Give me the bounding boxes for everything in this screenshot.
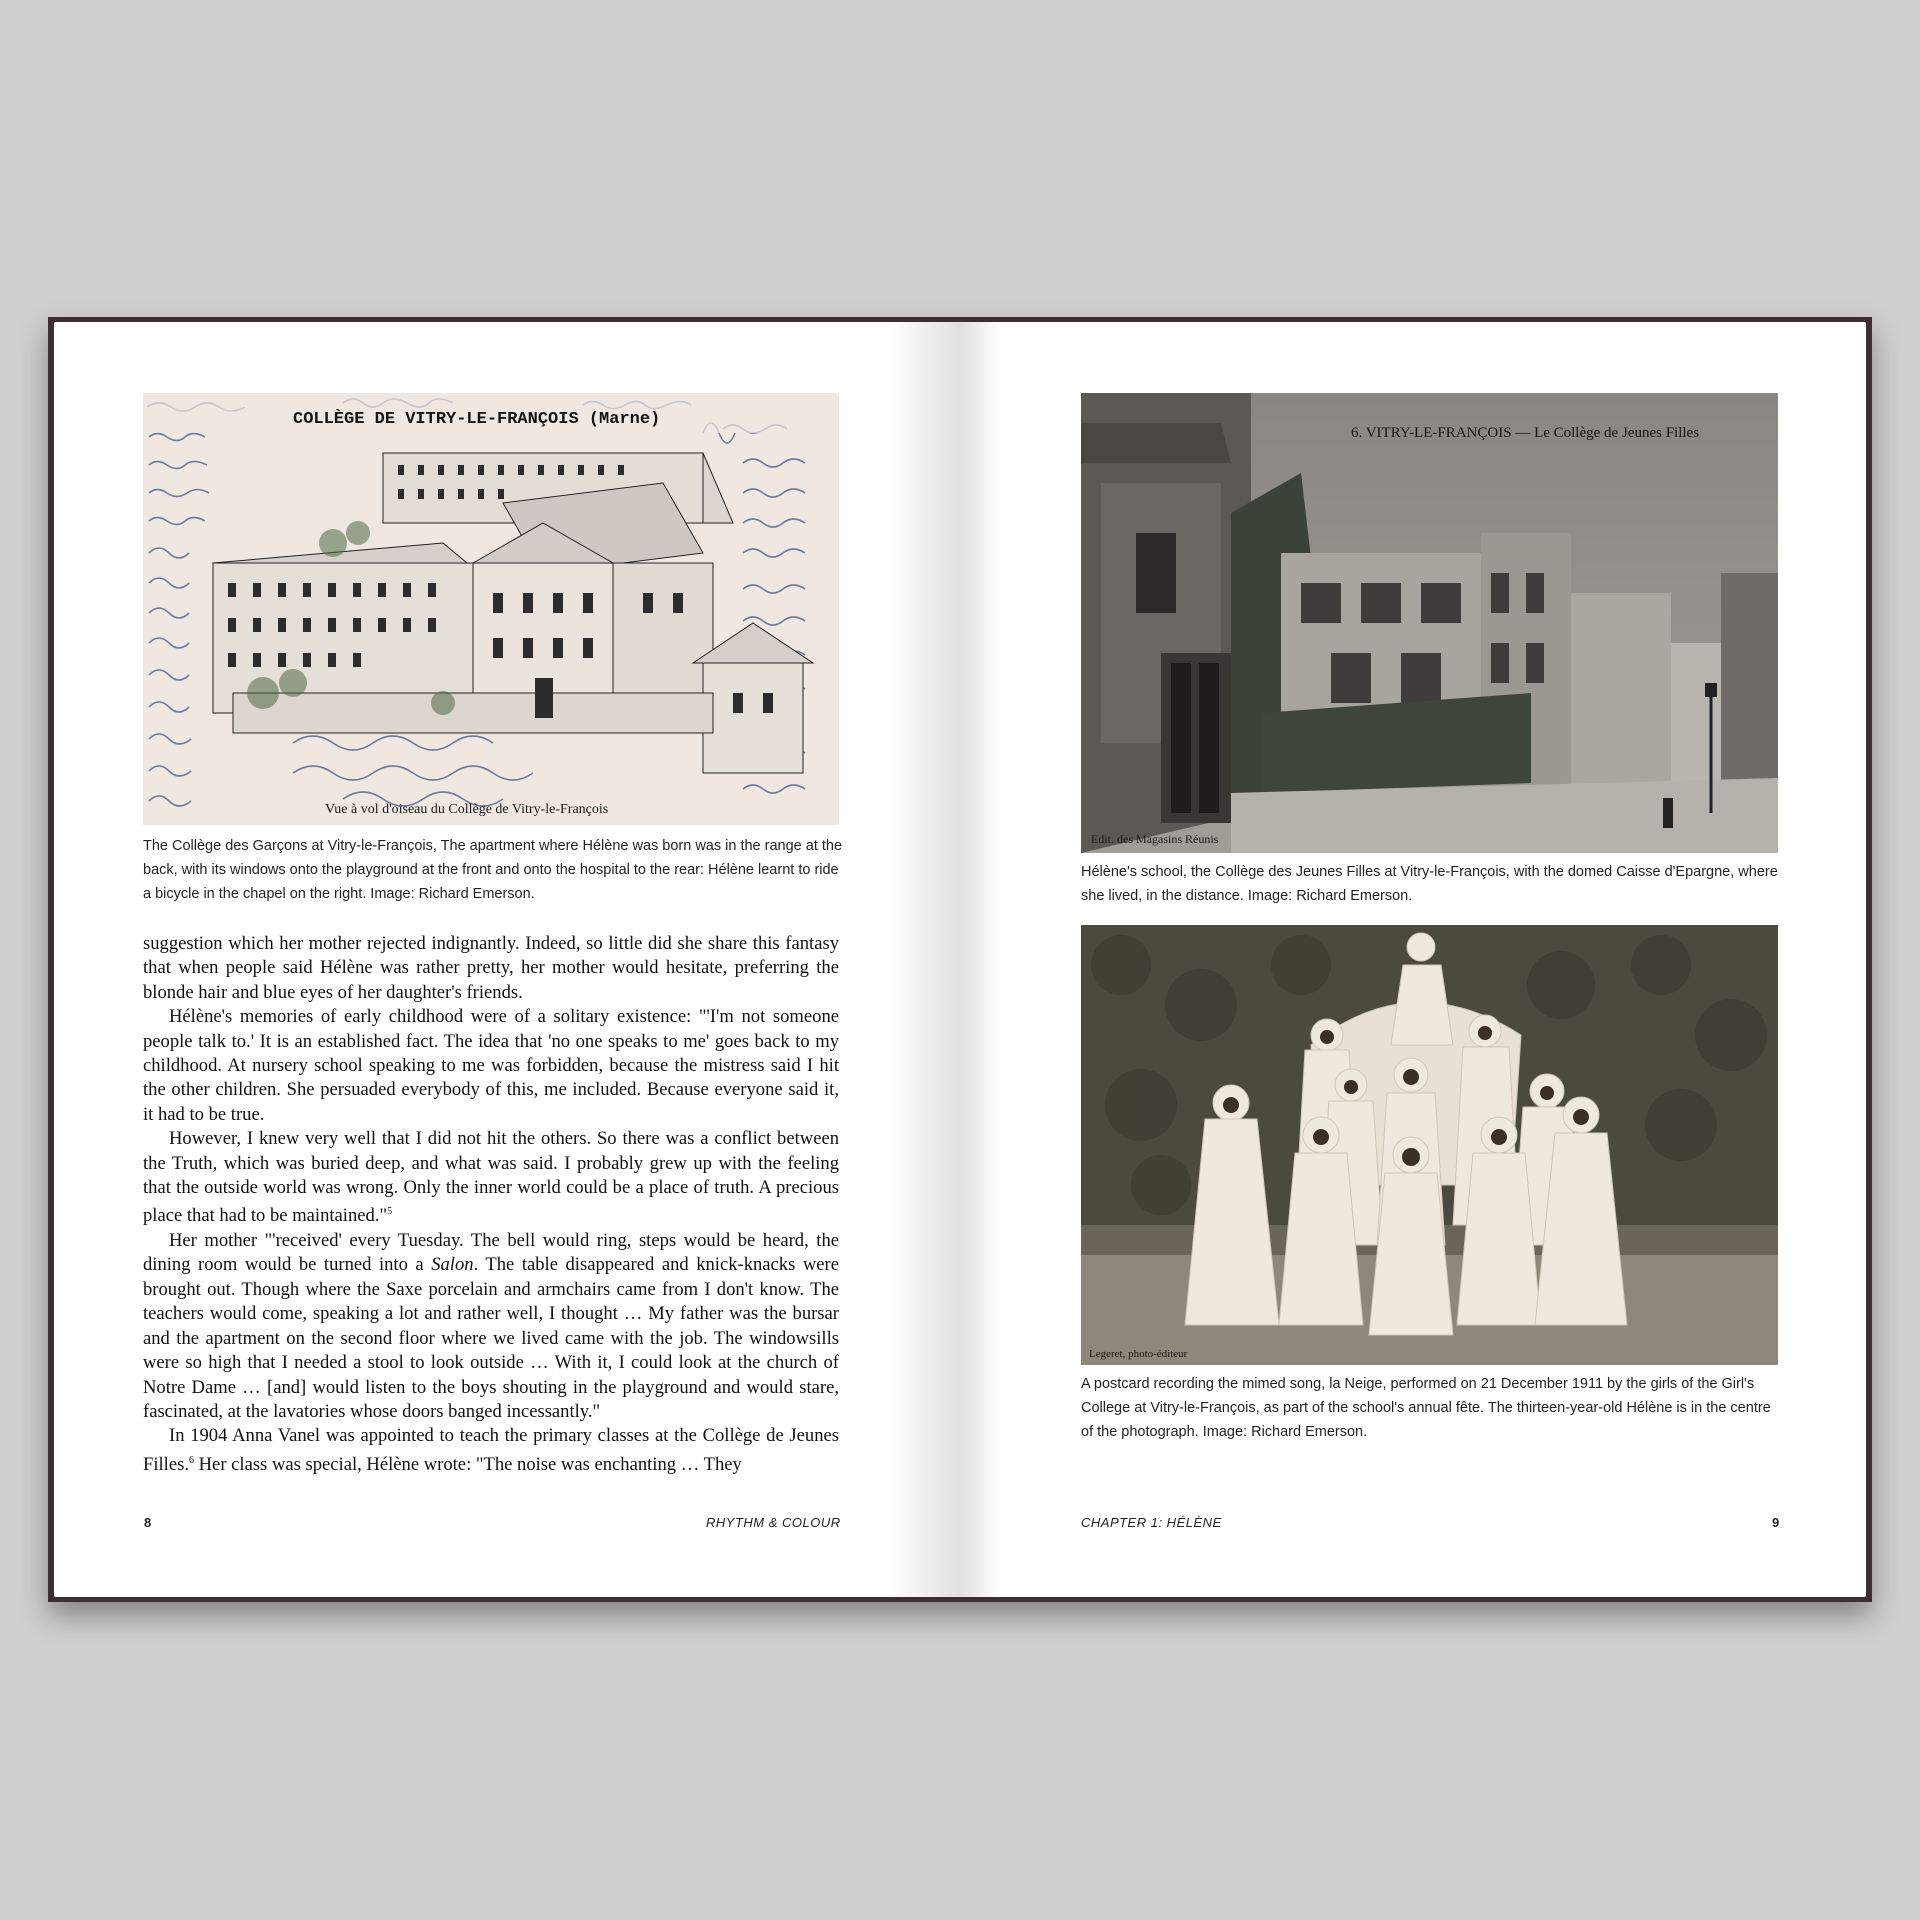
postcard-publisher: Edit. des Magasins Réunis (1091, 832, 1219, 846)
gutter-shadow (960, 322, 1000, 1597)
gutter-shadow (890, 322, 960, 1597)
la-neige-postcard (1081, 925, 1778, 1365)
paragraph: suggestion which her mother rejected indignantly. Indeed, so little did she share this fantasy that when people said Hélène was rather pretty, her mother would hesitate, preferring the blonde hair and blue eyes of her daughter's friends. (143, 933, 839, 1003)
footnote-ref[interactable]: 6 (188, 1454, 194, 1466)
college-des-garcons-postcard (143, 393, 839, 825)
paragraph: In 1904 Anna Vanel was appointed to teach the primary classes at the Collège de Jeunes Filles.$^6$ Her class was special, Hélène wrote: "The noise was enchanting … They (143, 1425, 839, 1475)
postcard-publisher: Legeret, photo-éditeur (1089, 1348, 1188, 1360)
body-text (143, 932, 839, 1477)
figure-caption: The Collège des Garçons at Vitry-le-François, The apartment where Hélène was born was in the range at the back, with its windows onto the playground at the front and onto the hospital to the rear: Hélène learnt to ride a bicycle in the chapel on the right. Image: Richard Emerson. (143, 838, 843, 902)
footnote-ref[interactable]: 5 (387, 1206, 393, 1218)
paragraph: Hélène's memories of early childhood were of a solitary existence: "'I'm not someone people talk to.' It is an established fact. The idea that 'no one speaks to me' goes back to my childhood. At nursery school speaking to me was forbidden, because the mistress said I hit the other children. She persuaded everybody of this, me included. Because everyone said it, it had to be true. (143, 1006, 839, 1125)
postcard-subtitle: Vue à vol d'oiseau du Collège de Vitry-le-François (325, 802, 609, 817)
running-head: CHAPTER 1: HÉLÈNE (1081, 1515, 1222, 1530)
figure-caption: Hélène's school, the Collège des Jeunes Filles at Vitry-le-François, with the domed Caisse d'Epargne, where she lived, in the distance. Image: Richard Emerson. (1081, 864, 1778, 904)
running-head: RHYTHM & COLOUR (706, 1515, 841, 1530)
right-page (960, 322, 1866, 1597)
postcard-title: COLLÈGE DE VITRY-LE-FRANÇOIS (Marne) (293, 410, 661, 429)
postcard-title: 6. VITRY-LE-FRANÇOIS — Le Collège de Jeunes Filles (1351, 425, 1700, 441)
page-number: 9 (1772, 1515, 1780, 1530)
college-des-jeunes-filles-postcard (1081, 393, 1778, 853)
paragraph: Her mother "'received' every Tuesday. The bell would ring, steps would be heard, the dining room would be turned into a Salon. The table disappeared and knick-knacks were brought out. Though where the Saxe porcelain and armchairs came from I don't know. The teachers would come, speaking a lot and rather well, I thought … My father was the bursar and the apartment on the second floor where we lived came with the job. The windowsills were so high that I needed a stool to look outside … With it, I could look at the church of Notre Dame … [and] would listen to the boys shouting in the playground and would stare, fascinated, at the lavatories whose doors banged incessantly." (143, 1230, 839, 1422)
figure-caption: A postcard recording the mimed song, la Neige, performed on 21 December 1911 by the girls of the Girl's College at Vitry-le-François, as part of the school's annual fête. The thirteen-year-old Hélène is in the centre of the photograph. Image: Richard Emerson. (1081, 1376, 1771, 1440)
paragraph: However, I knew very well that I did not hit the others. So there was a conflict between the Truth, which was buried deep, and what was said. I probably grew up with the feeling that the outside world was wrong. Only the inner world could be a place of truth. A precious place that had to be maintained."$^5$ (143, 1128, 839, 1227)
left-page (54, 322, 960, 1597)
page-number: 8 (144, 1515, 152, 1530)
